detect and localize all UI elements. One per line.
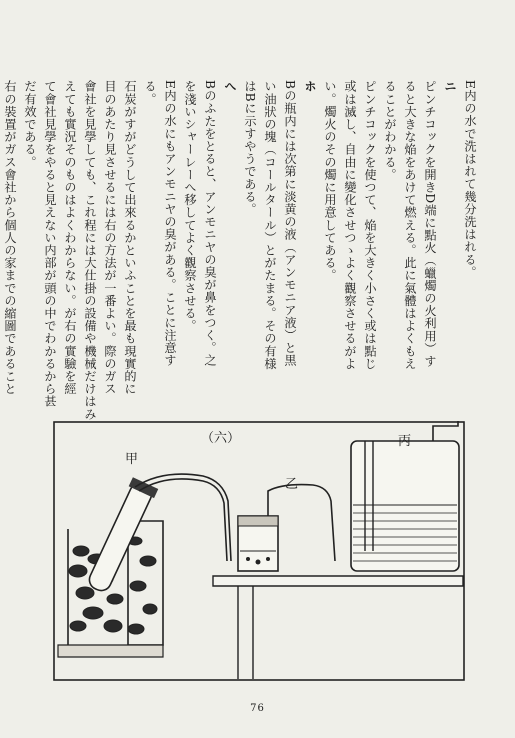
label-otsu: 乙 bbox=[285, 477, 299, 492]
text-line: て會社見學をやると見えない内部が頭の中でわかるから甚 bbox=[43, 80, 57, 408]
label-hei: 丙 bbox=[398, 434, 412, 449]
text-line: Bのふたをとると、アンモニヤの臭が鼻をつく。之 bbox=[203, 80, 217, 367]
text-line: る。 bbox=[143, 80, 157, 106]
apparatus-illustration bbox=[53, 421, 465, 681]
text-line: ピンチコックを使つて、焔を大きく小さく或は點じ bbox=[363, 80, 377, 370]
text-line: E内の水で洗はれて幾分洗はれる。 bbox=[463, 80, 477, 279]
text-line: 或は滅し、自由に變化させつゝよく觀察させるがよ bbox=[343, 80, 357, 370]
section-marker-he: へ bbox=[223, 80, 237, 93]
page-number: 76 bbox=[250, 703, 265, 714]
text-line: ピンチコックを開きD端に點火（蠟燭の火利用）す bbox=[423, 80, 437, 368]
text-line: 石炭がすがどうして出來るかといふことを最も現實的に bbox=[123, 80, 137, 395]
text-line: 目のあたり見させるには右の方法が一番よい。際のガス bbox=[103, 80, 117, 395]
figure-title: （六） bbox=[201, 431, 241, 446]
text-line: い。燭火のその燭に用意してある。 bbox=[323, 80, 337, 282]
text-line: えても實況そのものはよくわからない。が右の實驗を經 bbox=[63, 80, 77, 395]
section-marker-ho: ホ bbox=[303, 80, 317, 93]
text-line: い油狀の塊（コールタール）とがたまる。その有様 bbox=[263, 80, 277, 370]
section-marker-ni: ニ bbox=[443, 80, 457, 93]
body-text bbox=[3, 80, 480, 421]
text-line: Bの瓶内には次第に淡黄の液（アンモニア液）と黒 bbox=[283, 80, 297, 367]
text-line: を淺いシャーレーへ移してよく觀察させる。 bbox=[183, 80, 197, 332]
label-ko: 甲 bbox=[125, 452, 139, 467]
text-line: だ有效である。 bbox=[23, 80, 37, 169]
text-line: 會社を見學しても、これ程には大仕掛の設備や機械だけはみ bbox=[83, 80, 97, 421]
text-line: 右の裝置がガス會社から個人の家までの縮圖であること bbox=[3, 80, 17, 395]
apparatus-drawing bbox=[53, 421, 465, 681]
text-line: ると大きな焔をあけて燃える。此に氣體はよくもえ bbox=[403, 80, 417, 370]
text-line: ることがわかる。 bbox=[383, 80, 397, 181]
text-line: はBに示すやうである。 bbox=[243, 80, 257, 216]
text-line: E内の水にもアンモニヤの臭がある。ことに注意す bbox=[163, 80, 177, 367]
